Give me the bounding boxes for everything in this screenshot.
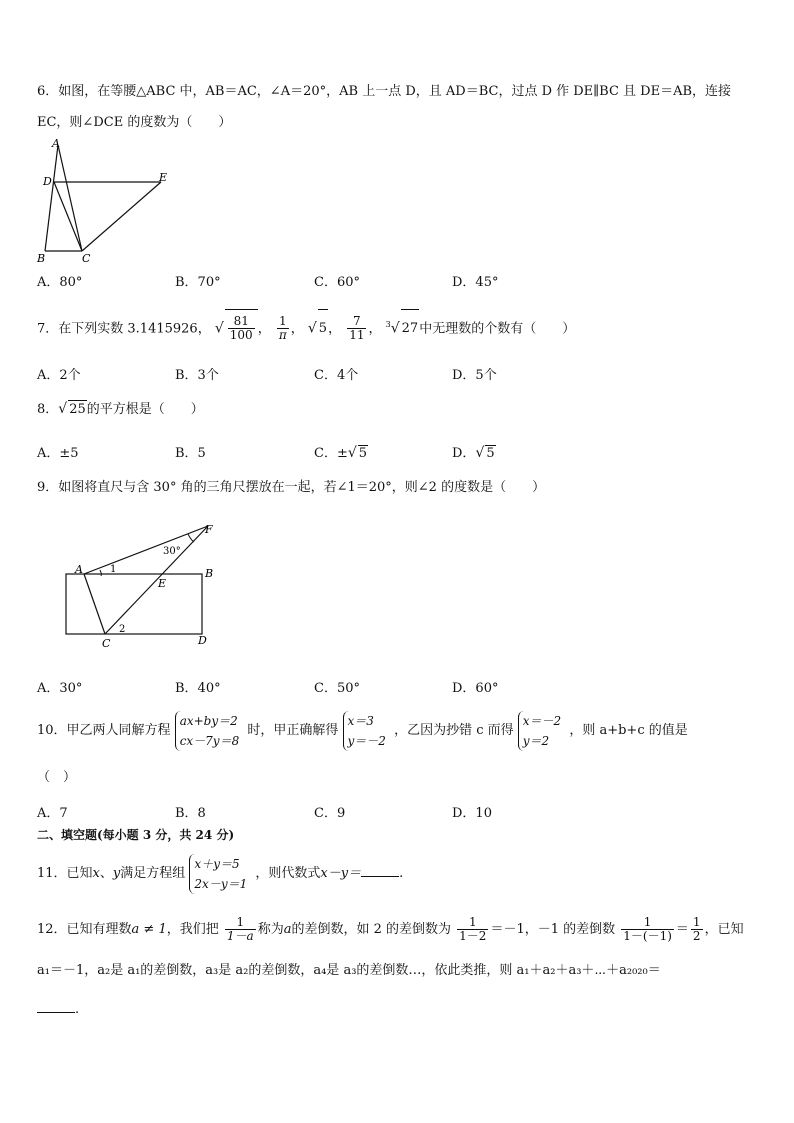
q10-text (37, 708, 688, 754)
q9-label-angle30: 30° (163, 546, 181, 557)
q9-option-c[interactable]: C．50° (314, 681, 360, 696)
q12-answer-line (37, 1000, 79, 1019)
q10-option-b[interactable]: B．8 (175, 806, 206, 821)
q7-frac3-den: 11 (349, 328, 365, 343)
q12-p3: 称为 (257, 922, 284, 937)
q12-eq: ＝ (675, 922, 689, 937)
q9-label-1: 1 (110, 564, 117, 575)
q9-option-a[interactable]: A．30° (37, 681, 83, 696)
q11-sep: 、 (99, 866, 113, 881)
q11-var-y: y (112, 866, 121, 881)
q10-solution2 (518, 711, 565, 751)
q8-option-c[interactable] (314, 442, 368, 461)
q8-option-a[interactable]: A．±5 (37, 446, 79, 461)
q8-option-d[interactable] (452, 442, 496, 461)
q12-var-a: a (283, 922, 292, 937)
q12-f3-num: 1 (621, 916, 674, 930)
q12-f2-den: 1－2 (459, 929, 487, 943)
q6-label-e: E (159, 171, 168, 184)
q8-option-d-label: D． (452, 446, 476, 461)
q10-p3: ，乙因为抄错 c 而得 (394, 723, 514, 738)
q7-text: 7．在下列实数 3.1415926， √ $\frac{81}{100}$ ， $\frac{1}{\pi}$ ， √ 5， $\frac{7}{11}$ ， $^3$√ 27中无理数的个数有（ ） (37, 306, 575, 348)
q12-p1: 12．已知有理数 (37, 922, 132, 937)
q10-s1b: y＝－2 (347, 733, 386, 748)
q12-cond: a ≠ 1 (131, 922, 167, 937)
q9-label-e: E (158, 577, 167, 590)
q8-option-c-label: C．± (314, 446, 348, 461)
q9-option-d[interactable]: D．60° (452, 681, 499, 696)
q8-radicand: 25 (69, 402, 86, 417)
q12-p2: ，我们把 (166, 922, 219, 937)
q7-sqrt5: 5 (318, 309, 328, 348)
q7-frac3-num: 7 (347, 315, 366, 329)
q11-p1: 11．已知 (37, 866, 93, 881)
q6-text-line2: EC，则∠DCE 的度数为（ ） (37, 115, 232, 130)
q9-label-f: F (205, 523, 213, 536)
q10-system (175, 711, 244, 751)
q12-f4-den: 2 (692, 929, 701, 943)
q6-triangle-figure (33, 137, 173, 267)
q12-line2: a₁＝－1，a₂是 a₁的差倒数，a₃是 a₂的差倒数，a₄是 a₃的差倒数…，依此类推，则 a₁＋a₂＋a₃＋⋯＋a₂₀₂₀＝ (37, 963, 661, 978)
q12-text (37, 912, 744, 948)
q6-option-a[interactable]: A．80° (37, 275, 83, 290)
q9-label-2: 2 (119, 624, 126, 635)
q12-f2-num: 1 (457, 916, 488, 930)
q10-s2b: y＝2 (522, 733, 550, 748)
q10-s2a: x＝－2 (522, 713, 562, 728)
q11-end: . (399, 866, 404, 881)
q12-answer-blank[interactable] (37, 1000, 75, 1013)
section-heading: 二、填空题(每小题 3 分，共 24 分) (37, 828, 235, 842)
q12-end: . (75, 1002, 80, 1017)
q6-option-d[interactable]: D．45° (452, 275, 499, 290)
sqrt-sign: √ (475, 445, 485, 461)
q10-p2: 时，甲正确解得 (247, 723, 339, 738)
q7-sqrt1-den: 100 (229, 328, 253, 343)
q12-f4-num: 1 (692, 915, 701, 929)
q11-p3: ，则代数式 (255, 866, 321, 881)
q12-f1-num: 1 (225, 916, 256, 930)
q11-answer-blank[interactable] (361, 864, 399, 877)
q9-text: 9．如图将直尺与含 30° 角的三角尺摆放在一起，若∠1＝20°，则∠2 的度数是（ ） (37, 480, 546, 495)
q7-suffix: 中无理数的个数有（ ） (419, 321, 576, 337)
q7-option-c[interactable]: C．4个 (314, 368, 359, 383)
q12-p6: ，已知 (704, 922, 744, 937)
q8-suffix: 的平方根是（ ） (86, 402, 204, 417)
q12-p4: 的差倒数，如 2 的差倒数为 (291, 922, 452, 937)
q7-option-b[interactable]: B．3个 (175, 368, 219, 383)
q8-prefix: 8． (37, 402, 59, 417)
q6-label-d: D (43, 175, 52, 188)
q7-option-a[interactable]: A．2个 (37, 368, 81, 383)
q7-frac2-den: π (278, 328, 287, 343)
q6-label-b: B (37, 252, 46, 265)
q9-option-b[interactable]: B．40° (175, 681, 221, 696)
q11-var-x: x (92, 866, 100, 881)
q11-eq1: x＋y＝5 (194, 856, 240, 871)
q8-option-b[interactable]: B．5 (175, 446, 206, 461)
q6-label-c: C (82, 252, 91, 265)
q11-expr: x－y＝ (320, 866, 362, 881)
sqrt-sign: √ (58, 401, 68, 417)
q10-paren: （ ） (37, 770, 77, 785)
q9-label-a: A (75, 563, 83, 576)
q12-p5: ＝－1，－1 的差倒数 (490, 922, 616, 937)
q7-cube-index: 3 (385, 320, 391, 329)
q11-eq2: 2x－y＝1 (194, 876, 248, 891)
q12-f3-den: 1－(－1) (623, 929, 672, 943)
sqrt-sign: √ (347, 445, 357, 461)
q8-text (37, 400, 204, 419)
q8-option-d-radicand: 5 (486, 446, 495, 461)
sqrt-sign: √ (390, 320, 400, 337)
q9-label-c: C (102, 637, 111, 650)
sqrt-sign: √ (214, 320, 224, 337)
q7-sqrt1-num: 81 (228, 315, 255, 329)
q9-ruler-figure (60, 520, 260, 650)
q7-frac2-num: 1 (277, 315, 289, 329)
q11-p2: 满足方程组 (120, 866, 186, 881)
q12-f1-den: 1－a (226, 929, 254, 943)
q7-cube-radicand: 27 (401, 309, 420, 348)
q11-system (189, 854, 251, 894)
q6-option-b[interactable]: B．70° (175, 275, 221, 290)
sqrt-sign: √ (307, 320, 317, 337)
q11-text (37, 850, 403, 898)
q10-eq1: ax+by＝2 (179, 713, 238, 728)
q9-label-d: D (198, 634, 207, 647)
q10-p1: 10．甲乙两人同解方程 (37, 723, 171, 738)
q9-label-b: B (205, 567, 214, 580)
q7-prefix: 7．在下列实数 3.1415926， (37, 321, 211, 337)
q10-option-d[interactable]: D．10 (452, 806, 492, 821)
q8-option-c-radicand: 5 (358, 446, 368, 461)
q10-option-a[interactable]: A．7 (37, 806, 68, 821)
q6-text-line1: 6．如图，在等腰△ABC 中，AB＝AC，∠A＝20°，AB 上一点 D，且 AD＝BC，过点 D 作 DE∥BC 且 DE＝AB，连接 (37, 84, 732, 99)
q6-option-c[interactable]: C．60° (314, 275, 360, 290)
q10-p4: ，则 a+b+c 的值是 (569, 723, 688, 738)
q10-eq2: cx－7y＝8 (179, 733, 240, 748)
q10-solution1 (343, 711, 390, 751)
q10-option-c[interactable]: C．9 (314, 806, 346, 821)
q6-label-a: A (52, 137, 60, 150)
q7-option-d[interactable]: D．5个 (452, 368, 497, 383)
q10-s1a: x＝3 (347, 713, 374, 728)
